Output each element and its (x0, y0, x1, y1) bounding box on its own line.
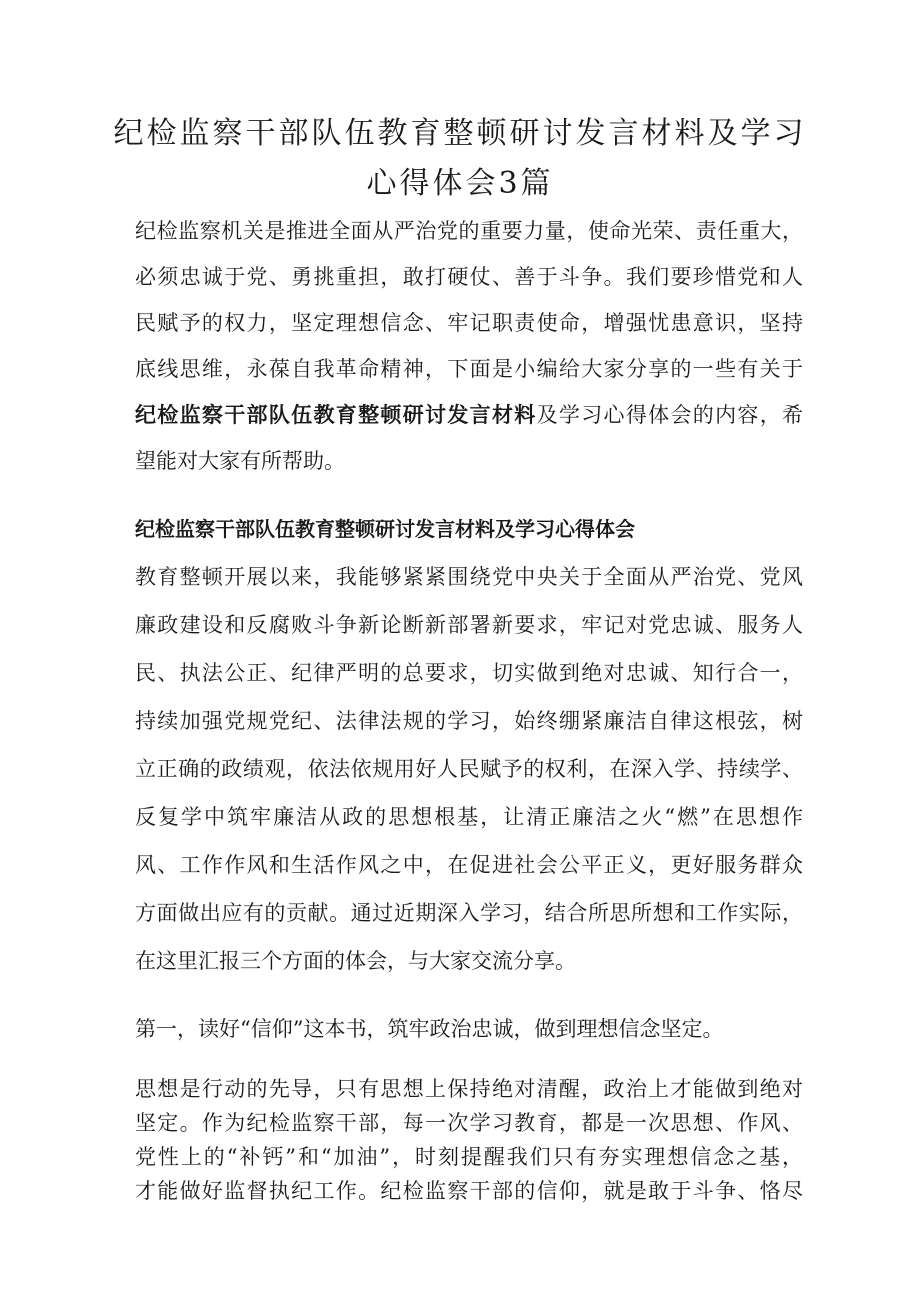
intro-line-6: 望能对大家有所帮助。 (135, 449, 345, 473)
point-one-line-1: 思想是行动的先导，只有思想上保持绝对清醒，政治上才能做到绝对 (135, 1077, 803, 1101)
document-title-line-2: 心得体会3篇 (366, 166, 554, 201)
section-heading: 纪检监察干部队伍教育整顿研讨发言材料及学习心得体会 (135, 517, 635, 541)
body-line-2: 廉政建设和反腐败斗争新论断新部署新要求，牢记对党忠诚、服务人 (135, 613, 803, 637)
intro-line-5-rest: 及学习心得体会的内容，希 (536, 403, 804, 427)
body-line-9: 在这里汇报三个方面的体会，与大家交流分享。 (135, 949, 576, 973)
intro-line-3: 民赋予的权力，坚定理想信念、牢记职责使命，增强忧患意识，坚持 (135, 311, 803, 335)
intro-bold-topic: 纪检监察干部队伍教育整顿研讨发言材料 (135, 402, 537, 427)
intro-line-4: 底线思维，永葆自我革命精神，下面是小编给大家分享的一些有关于 (135, 357, 803, 381)
body-line-4: 持续加强党规党纪、法律法规的学习，始终绷紧廉洁自律这根弦，树 (135, 709, 803, 733)
point-one-line-3: 党性上的“补钙”和“加油”，时刻提醒我们只有夯实理想信念之基， (135, 1145, 803, 1169)
point-one-heading: 第一，读好“信仰”这本书，筑牢政治忠诚，做到理想信念坚定。 (135, 1017, 724, 1041)
point-one-line-2: 坚定。作为纪检监察干部，每一次学习教育，都是一次思想、作风、 (135, 1111, 803, 1135)
body-line-5: 立正确的政绩观，依法依规用好人民赋予的权利，在深入学、持续学、 (135, 757, 803, 781)
intro-line-2: 必须忠诚于党、勇挑重担，敢打硬仗、善于斗争。我们要珍惜党和人 (135, 265, 803, 289)
intro-line-1: 纪检监察机关是推进全面从严治党的重要力量，使命光荣、责任重大， (135, 219, 803, 243)
body-line-1: 教育整顿开展以来，我能够紧紧围绕党中央关于全面从严治党、党风 (135, 565, 803, 589)
body-line-3: 民、执法公正、纪律严明的总要求，切实做到绝对忠诚、知行合一， (135, 661, 803, 685)
body-line-6: 反复学中筑牢廉洁从政的思想根基，让清正廉洁之火“燃”在思想作 (135, 805, 803, 829)
body-line-7: 风、工作作风和生活作风之中，在促进社会公平正义，更好服务群众 (135, 853, 803, 877)
document-title-line-1: 纪检监察干部队伍教育整顿研讨发言材料及学习 (113, 116, 807, 151)
intro-line-5 (135, 400, 803, 430)
body-line-8: 方面做出应有的贡献。通过近期深入学习，结合所思所想和工作实际， (135, 901, 803, 925)
point-one-line-4: 才能做好监督执纪工作。纪检监察干部的信仰，就是敢于斗争、恪尽 (135, 1179, 803, 1203)
